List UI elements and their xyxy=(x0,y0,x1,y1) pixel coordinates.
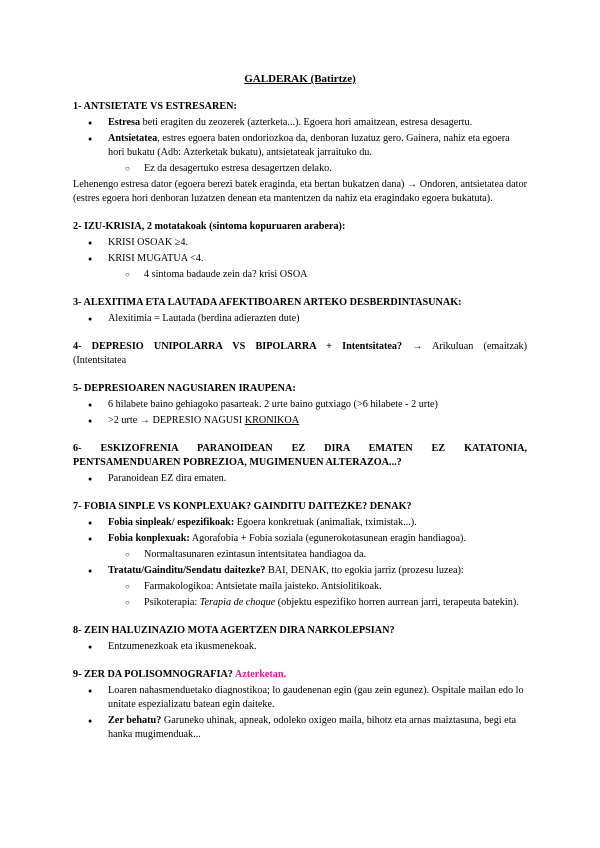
list-item xyxy=(73,532,527,546)
item-text: Psikoterapia: xyxy=(144,597,200,608)
list-item xyxy=(73,414,527,428)
heading-text: 4- DEPRESIO UNIPOLARRA VS BIPOLARRA + xyxy=(73,341,343,352)
section-3-list xyxy=(73,312,527,326)
sub-list-item: ○ Normaltasunaren ezintasun intentsitatea handiagoa da. xyxy=(73,548,527,562)
list-item: ● Loaren nahasmenduetako diagnostikoa; lo gaudenenan egin (gau zein egunez). Ospitale mailan edo lo unitate espezializatu batean egin daiteke. xyxy=(73,684,527,712)
section-6-heading: 6- ESKIZOFRENIA PARANOIDEAN EZ DIRA EMATEN EZ KATATONIA, xyxy=(73,443,527,454)
definition: Agorafobia + Fobia soziala (egunerokotasunean eragin handiagoa). xyxy=(189,533,466,544)
definition: Garuneko uhinak, apneak, odoleko oxigeo maila, bihotz eta arnas maiztasuna, begi eta hanka mugimenduak... xyxy=(108,715,517,740)
section-6-list xyxy=(73,472,527,486)
heading-note: → Arikuluan (emaitzak) xyxy=(402,341,528,352)
heading-highlight: Azterketan. xyxy=(234,669,287,680)
list-item: ● 6 hilabete baino gehiagoko pasarteak. 2 urte baino gutxiago (>6 hilabete - 2 urte) xyxy=(73,398,527,412)
page-title: GALDERAK (Batirtze) xyxy=(244,73,356,85)
definition: , estres egoera baten ondoriozkoa da, denboran luzatuz gero. Gainera, nahiz eta egoera hori bukatu (Adb: Azterketak bukatu), antsietateak jarraituko du. xyxy=(108,133,510,158)
list-item xyxy=(73,516,527,530)
section-7-heading: 7- FOBIA SINPLE VS KONPLEXUAK? GAINDITU DAITEZKE? DENAK? xyxy=(73,501,412,512)
heading-text: 9- ZER DA POLISOMNOGRAFIA? xyxy=(73,669,235,680)
definition: Egoera konkretuak (animaliak, tximistak...). xyxy=(234,517,417,528)
section-5-heading: 5- DEPRESIOAREN NAGUSIAREN IRAUPENA: xyxy=(73,383,296,394)
term: Estresa xyxy=(108,117,141,128)
definition: BAI, DENAK, tto egokia jarriz (prozesu luzea): xyxy=(265,565,464,576)
item-text: >2 urte → DEPRESIO NAGUSI xyxy=(108,415,245,426)
sub-list-item: ○ Ez da desagertuko estresa desagertzen delako. xyxy=(73,162,527,176)
list-item: ● Alexitimia = Lautada (berdina adierazten dute) xyxy=(73,312,527,326)
term: Fobia konplexuak: xyxy=(108,533,190,544)
document-page xyxy=(73,72,527,744)
section-2-list xyxy=(73,236,527,282)
term: Tratatu/Gainditu/Sendatu daitezke? xyxy=(108,565,266,576)
section-4-line: (Intentsitatea xyxy=(73,355,127,366)
section-5-list xyxy=(73,398,527,428)
list-item xyxy=(73,132,527,160)
sub-list-item xyxy=(73,596,527,610)
list-item: ● Paranoidean EZ dira ematen. xyxy=(73,472,527,486)
section-9-list xyxy=(73,684,527,742)
item-text: (objektu espezifiko horren aurrean jarri, terapeuta batekin). xyxy=(275,597,519,608)
section-1-paragraph: Lehenengo estresa dator (egoera berezi batek eraginda, eta bertan bukatzen dana) → Ondoren, antsietatea dator (estres egoera hori denboran luzatzen denean eta mantentzen da nahiz eta eragindako egoera bukatuta). xyxy=(73,179,527,204)
section-8-list xyxy=(73,640,527,654)
list-item: ● KRISI MUGATUA <4. xyxy=(73,252,527,266)
italic-term: Terapia de choque xyxy=(199,597,276,608)
section-1-heading: 1- ANTSIETATE VS ESTRESAREN: xyxy=(73,101,237,112)
section-1-list xyxy=(73,116,527,160)
section-9-heading xyxy=(73,668,527,682)
list-item xyxy=(73,714,527,742)
list-item xyxy=(73,564,527,578)
section-6-heading-line2: PENTSAMENDUAREN POBREZIOA, MUGIMENUEN ALTERAZOA...? xyxy=(73,457,402,468)
term: Fobia sinpleak/ espezifikoak: xyxy=(108,517,235,528)
underlined-term: KRONIKOA xyxy=(244,415,300,426)
section-1-sublist xyxy=(73,162,527,176)
heading-emphasis: Intentsitatea? xyxy=(342,341,403,352)
sub-list-item: ○ 4 sintoma badaude zein da? krisi OSOA xyxy=(73,268,527,282)
section-4-heading xyxy=(73,340,527,354)
section-8-heading: 8- ZEIN HALUZINAZIO MOTA AGERTZEN DIRA NARKOLEPSIAN? xyxy=(73,625,395,636)
sub-list-item: ○ Farmakologikoa: Antsietate maila jaisteko. Antsiolitikoak. xyxy=(73,580,527,594)
section-7-list xyxy=(73,516,527,610)
definition: beti eragiten du zeozerek (azterketa...). Egoera hori amaitzean, estresa desagertu. xyxy=(140,117,473,128)
list-item xyxy=(73,116,527,130)
section-2-heading: 2- IZU-KRISIA, 2 motatakoak (sintoma kopuruaren arabera): xyxy=(73,221,346,232)
section-3-heading: 3- ALEXITIMA ETA LAUTADA AFEKTIBOAREN ARTEKO DESBERDINTASUNAK: xyxy=(73,297,462,308)
term: Antsietatea xyxy=(108,133,158,144)
term: Zer behatu? xyxy=(108,715,162,726)
list-item: ● KRISI OSOAK ≥4. xyxy=(73,236,527,250)
list-item: ● Entzumenezkoak eta ikusmenekoak. xyxy=(73,640,527,654)
